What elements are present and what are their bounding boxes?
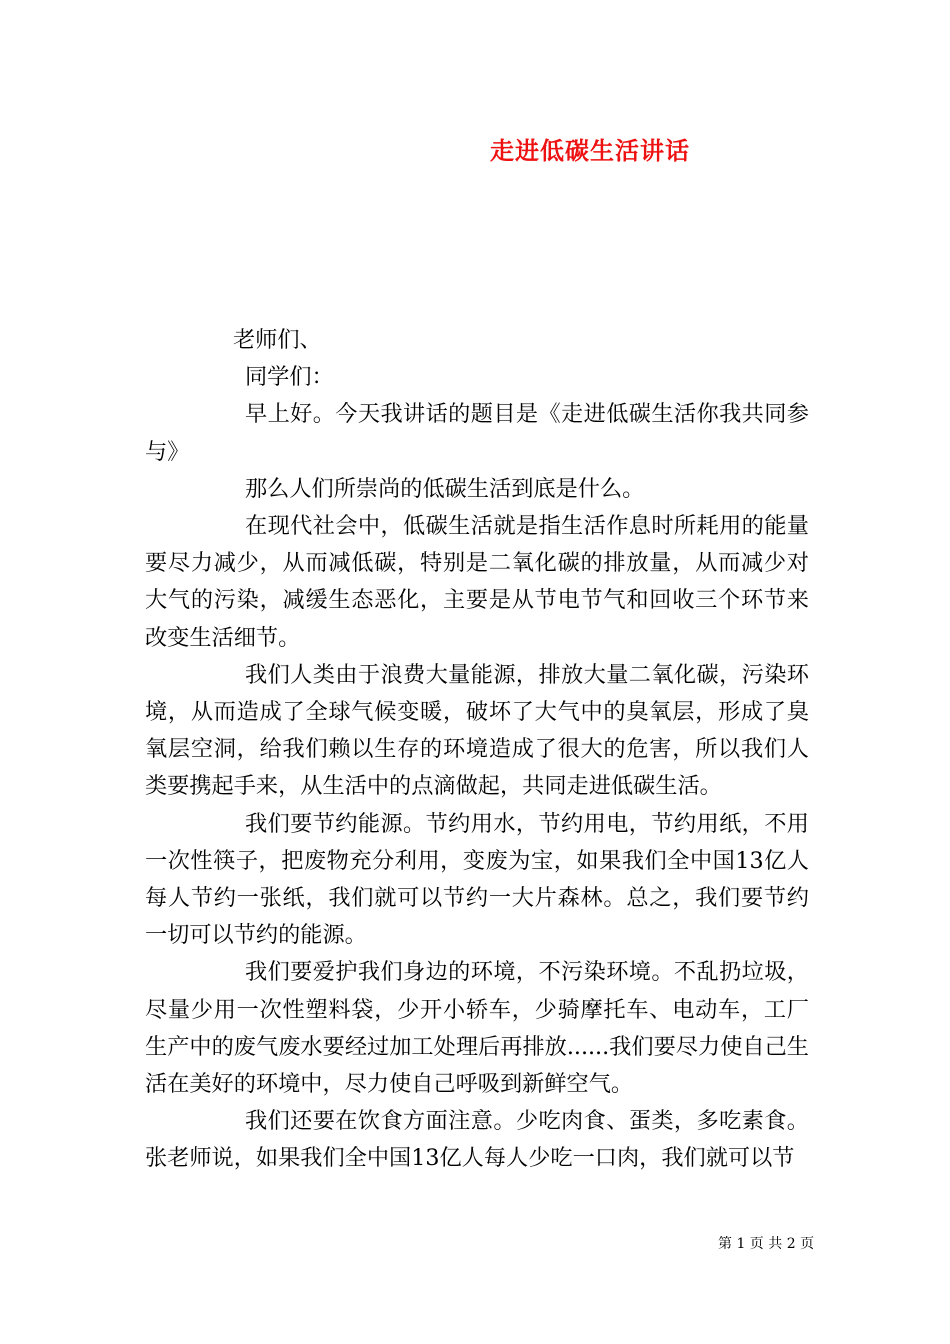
document-body: [145, 322, 809, 1178]
paragraph-diet: 我们还要在饮食方面注意。少吃肉食、蛋类，多吃素食。张老师说，如果我们全中国13亿人每人少吃一口肉，我们就可以节: [145, 1108, 809, 1172]
page-footer: 第 1 页 共 2 页: [718, 1236, 815, 1252]
salutation-teachers: 老师们、: [233, 327, 322, 353]
paragraph-greeting: 早上好。今天我讲话的题目是《走进低碳生活你我共同参与》: [145, 401, 809, 465]
paragraph-definition: 在现代社会中，低碳生活就是指生活作息时所耗用的能量要尽力减少，从而减低碳，特别是二氧化碳的排放量，从而减少对大气的污染，减缓生态恶化，主要是从节电节气和回收三个环节来改变生活细节。: [145, 513, 809, 651]
document-title: 走进低碳生活讲话: [490, 136, 690, 165]
paragraph-question: 那么人们所崇尚的低碳生活到底是什么。: [245, 475, 645, 502]
paragraph-harm: 我们人类由于浪费大量能源，排放大量二氧化碳，污染环境，从而造成了全球气候变暖，破坏了大气中的臭氧层，形成了臭氧层空洞，给我们赖以生存的环境造成了很大的危害，所以我们人类要携起手来，从生活中的点滴做起，共同走进低碳生活。: [145, 661, 809, 800]
paragraph-save-energy: 我们要节约能源。节约用水，节约用电，节约用纸，不用一次性筷子，把废物充分利用，变废为宝，如果我们全中国13亿人每人节约一张纸，我们就可以节约一大片森林。总之，我们要节约一切可以节约的能源。: [145, 810, 809, 949]
paragraph-protect-environment: 我们要爱护我们身边的环境，不污染环境。不乱扔垃圾，尽量少用一次性塑料袋，少开小轿车，少骑摩托车、电动车，工厂生产中的废气废水要经过加工处理后再排放......我们要尽力使自己生活在美好的环境中，尽力使自己呼吸到新鲜空气。: [145, 959, 809, 1098]
salutation-students: 同学们：: [245, 364, 334, 391]
